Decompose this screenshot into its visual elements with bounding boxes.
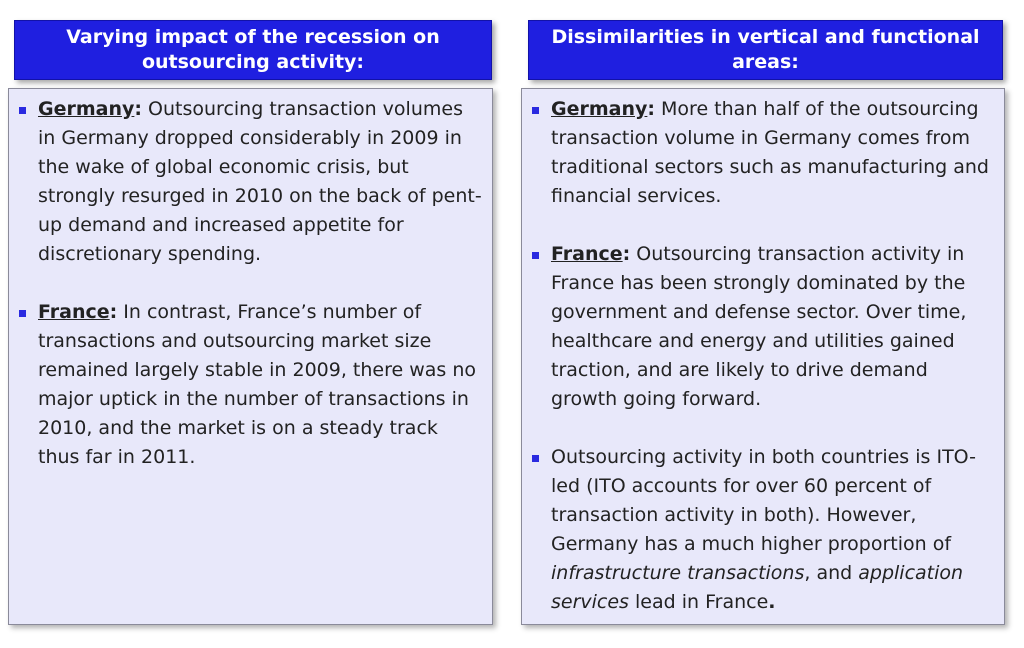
bullet-france-verticals (532, 240, 996, 414)
bullet-label: Germany (38, 98, 135, 120)
bullet-germany-recession (19, 95, 484, 269)
right-panel-header: Dissimilarities in vertical and functional areas: (528, 20, 1003, 80)
italic-infrastructure: infrastructure transactions (551, 562, 805, 584)
square-bullet-icon (19, 310, 26, 317)
bullet-text: Outsourcing transaction activity in France has been strongly dominated by the government and defense sector. Over time, healthcare and energy and utilities gained traction, and are likely to drive demand growth going forward. (551, 243, 967, 410)
bold-period: . (768, 591, 776, 613)
italic-application-services: application services (551, 562, 964, 613)
label-colon: : (622, 243, 631, 265)
bullet-text: lead in France (628, 591, 769, 613)
square-bullet-icon (532, 455, 539, 462)
bullet-text: , and (804, 562, 859, 584)
bullet-france-recession (19, 298, 484, 472)
left-panel-header: Varying impact of the recession on outsourcing activity: (14, 20, 492, 80)
label-colon: : (647, 98, 655, 120)
bullet-ito-led (532, 443, 996, 617)
square-bullet-icon (532, 252, 539, 259)
square-bullet-icon (19, 107, 26, 114)
bullet-germany-verticals (532, 95, 996, 211)
bullet-text: Outsourcing transaction volumes in Germany dropped considerably in 2009 in the wake of global economic crisis, but strongly resurged in 2010 on the back of pent-up demand and increased appetite for discretionary spending. (38, 98, 482, 265)
bullet-label: Germany (551, 98, 648, 120)
label-colon: : (109, 301, 118, 323)
bullet-label: France (38, 301, 110, 323)
left-panel (8, 88, 493, 625)
square-bullet-icon (532, 107, 539, 114)
bullet-text: In contrast, France’s number of transactions and outsourcing market size remained largely stable in 2009, there was no major uptick in the number of transactions in 2010, and the market is on a steady track thus far in 2011. (38, 301, 477, 468)
bullet-text: Outsourcing activity in both countries is ITO-led (ITO accounts for over 60 percent of transaction activity in both). However, Germany has a much higher proportion of (551, 446, 977, 555)
label-colon: : (134, 98, 142, 120)
bullet-text: More than half of the outsourcing transaction volume in Germany comes from traditional sectors such as manufacturing and financial services. (551, 98, 989, 207)
bullet-label: France (551, 243, 623, 265)
right-panel (521, 88, 1005, 625)
